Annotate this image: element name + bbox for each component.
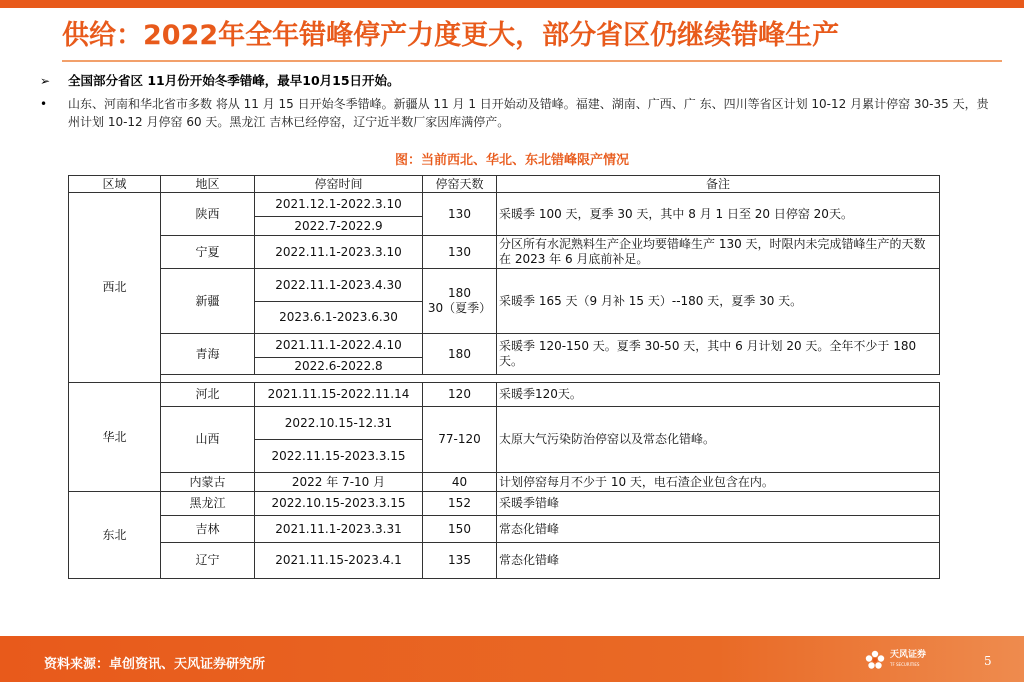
period-cell: 2021.11.15-2022.11.14 bbox=[255, 383, 423, 407]
bullet-text-1: 全国部分省区 11月份开始冬季错峰，最早10月15日开始。 bbox=[68, 73, 400, 88]
flower-logo-icon bbox=[864, 649, 886, 671]
period-cell: 2021.11.1-2023.3.31 bbox=[255, 516, 423, 543]
period-cell: 2022.10.15-2023.3.15 bbox=[255, 492, 423, 516]
days-cell: 40 bbox=[423, 473, 497, 492]
note-cell: 采暖季120天。 bbox=[497, 383, 940, 407]
note-cell: 计划停窑每月不少于 10 天，电石渣企业包含在内。 bbox=[497, 473, 940, 492]
days-cell: 180 30（夏季） bbox=[423, 269, 497, 334]
header-province: 地区 bbox=[161, 176, 255, 193]
region-cell: 东北 bbox=[69, 492, 161, 579]
period-cell: 2022.7-2022.9 bbox=[255, 217, 423, 236]
period-cell: 2022.11.1-2023.4.30 bbox=[255, 269, 423, 302]
note-cell: 采暖季 100 天，夏季 30 天，其中 8 月 1 日至 20 日停窑 20天。 bbox=[497, 193, 940, 236]
header-region: 区域 bbox=[69, 176, 161, 193]
period-cell: 2022.10.15-12.31 bbox=[255, 407, 423, 440]
table-row bbox=[69, 473, 940, 492]
table-row bbox=[69, 334, 940, 358]
days-cell: 152 bbox=[423, 492, 497, 516]
period-cell: 2022.11.15-2023.3.15 bbox=[255, 440, 423, 473]
production-cut-table bbox=[68, 175, 940, 579]
province-cell: 陕西 bbox=[161, 193, 255, 236]
period-cell: 2022 年 7-10 月 bbox=[255, 473, 423, 492]
bullet-text-2: 山东、河南和华北省市多数 将从 11 月 15 日开始冬季错峰。新疆从 11 月 1 日开始动及错峰。福建、湖南、广西、广 东、四川等省区计划 10-12 月累计停窑 30-35 天，贵州计划 10-12 月停窑 60 天。黑龙江 吉林已经停窑，辽宁近半数厂家因库满停产。 bbox=[68, 97, 989, 129]
days-cell: 130 bbox=[423, 193, 497, 236]
period-cell: 2021.12.1-2022.3.10 bbox=[255, 193, 423, 217]
note-cell: 采暖季 165 天（9 月补 15 天）--180 天，夏季 30 天。 bbox=[497, 269, 940, 334]
dot-bullet-icon: • bbox=[40, 97, 48, 111]
province-cell: 吉林 bbox=[161, 516, 255, 543]
bullet-point-2 bbox=[40, 95, 990, 131]
table-row bbox=[69, 543, 940, 579]
days-cell: 77-120 bbox=[423, 407, 497, 473]
province-cell: 宁夏 bbox=[161, 236, 255, 269]
period-cell: 2023.6.1-2023.6.30 bbox=[255, 302, 423, 334]
table-header-row bbox=[69, 176, 940, 193]
region-cell: 华北 bbox=[69, 383, 161, 492]
arrow-bullet-icon: ➢ bbox=[40, 74, 51, 88]
table-row bbox=[69, 193, 940, 217]
days-cell: 180 bbox=[423, 334, 497, 375]
note-cell: 常态化错峰 bbox=[497, 543, 940, 579]
province-cell: 河北 bbox=[161, 383, 255, 407]
page-title: 供给：2022年全年错峰停产力度更大，部分省区仍继续错峰生产 bbox=[62, 20, 840, 51]
page-number: 5 bbox=[984, 654, 992, 668]
days-cell: 135 bbox=[423, 543, 497, 579]
note-cell: 采暖季错峰 bbox=[497, 492, 940, 516]
days-cell: 120 bbox=[423, 383, 497, 407]
province-cell: 青海 bbox=[161, 334, 255, 375]
title-divider bbox=[62, 60, 1002, 62]
province-cell: 新疆 bbox=[161, 269, 255, 334]
province-cell: 辽宁 bbox=[161, 543, 255, 579]
table-row bbox=[69, 407, 940, 440]
top-accent-bar bbox=[0, 0, 1024, 8]
note-cell: 常态化错峰 bbox=[497, 516, 940, 543]
figure-title: 图：当前西北、华北、东北错峰限产情况 bbox=[394, 153, 629, 168]
table-row bbox=[69, 383, 940, 407]
period-cell: 2021.11.1-2022.4.10 bbox=[255, 334, 423, 358]
table-row bbox=[69, 492, 940, 516]
header-days: 停窑天数 bbox=[423, 176, 497, 193]
bullet-point-1 bbox=[40, 72, 400, 90]
logo-text: 天风证券 bbox=[890, 650, 927, 660]
note-cell: 采暖季 120-150 天。夏季 30-50 天，其中 6 月计划 20 天。全年不少于 180 天。 bbox=[497, 334, 940, 375]
period-cell: 2022.6-2022.8 bbox=[255, 358, 423, 375]
header-period: 停窑时间 bbox=[255, 176, 423, 193]
logo-subtext: TF SECURITIES bbox=[890, 662, 920, 667]
province-cell: 山西 bbox=[161, 407, 255, 473]
days-cell: 150 bbox=[423, 516, 497, 543]
note-cell: 分区所有水泥熟料生产企业均要错峰生产 130 天，时限内未完成错峰生产的天数在 2023 年 6 月底前补足。 bbox=[497, 236, 940, 269]
period-cell: 2022.11.1-2023.3.10 bbox=[255, 236, 423, 269]
company-logo bbox=[864, 648, 960, 672]
header-note: 备注 bbox=[497, 176, 940, 193]
table-row bbox=[69, 375, 940, 383]
source-note: 资料来源：卓创资讯、天风证券研究所 bbox=[44, 657, 266, 672]
province-cell: 内蒙古 bbox=[161, 473, 255, 492]
note-cell: 太原大气污染防治停窑以及常态化错峰。 bbox=[497, 407, 940, 473]
days-cell: 130 bbox=[423, 236, 497, 269]
province-cell: 黑龙江 bbox=[161, 492, 255, 516]
table-row bbox=[69, 269, 940, 302]
period-cell: 2021.11.15-2023.4.1 bbox=[255, 543, 423, 579]
table-row bbox=[69, 516, 940, 543]
region-cell: 西北 bbox=[69, 193, 161, 383]
table-row bbox=[69, 236, 940, 269]
